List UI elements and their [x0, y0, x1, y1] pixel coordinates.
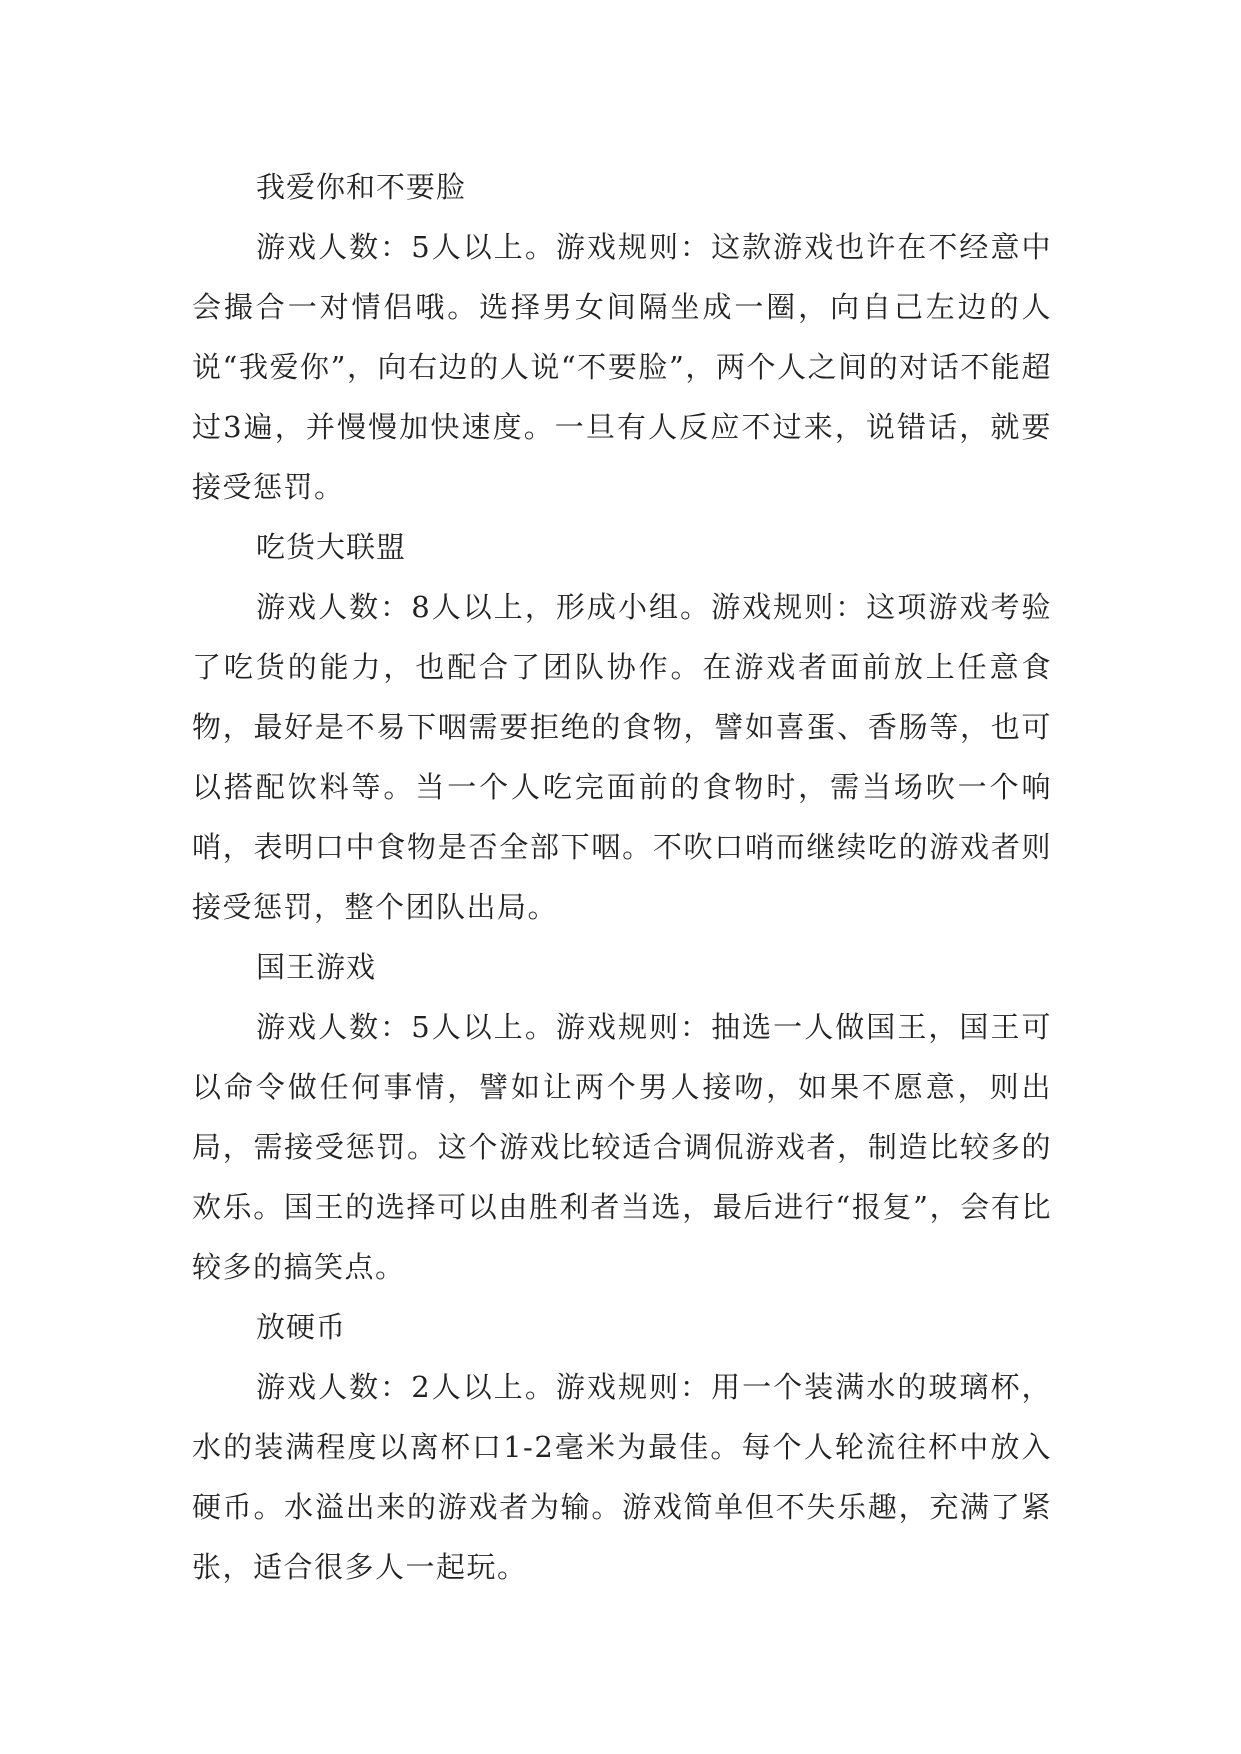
- section-body: 游戏人数：5人以上。游戏规则：这款游戏也许在不经意中会撮合一对情侣哦。选择男女间隔坐成一圈，向自己左边的人说“我爱你”，向右边的人说“不要脸”，两个人之间的对话不能超过3遍，并慢慢加快速度。一旦有人反应不过来，说错话，就要接受惩罚。: [192, 230, 1052, 504]
- section-body: 游戏人数：8人以上，形成小组。游戏规则：这项游戏考验了吃货的能力，也配合了团队协作。在游戏者面前放上任意食物，最好是不易下咽需要拒绝的食物，譬如喜蛋、香肠等，也可以搭配饮料等。当一个人吃完面前的食物时，需当场吹一个响哨，表明口中食物是否全部下咽。不吹口哨而继续吃的游戏者则接受惩罚，整个团队出局。: [192, 590, 1052, 924]
- section-title: 吃货大联盟: [256, 530, 407, 564]
- section-title: 国王游戏: [256, 950, 377, 984]
- section-body: 游戏人数：2人以上。游戏规则：用一个装满水的玻璃杯，水的装满程度以离杯口1-2毫米为最佳。每个人轮流往杯中放入硬币。水溢出来的游戏者为输。游戏简单但不失乐趣，充满了紧张，适合很多人一起玩。: [192, 1370, 1052, 1584]
- section-love-game: [192, 157, 1052, 517]
- section-foodie-league: [192, 517, 1052, 937]
- section-title: 我爱你和不要脸: [256, 170, 467, 204]
- section-coin-game: [192, 1297, 1052, 1597]
- section-body: 游戏人数：5人以上。游戏规则：抽选一人做国王，国王可以命令做任何事情，譬如让两个男人接吻，如果不愿意，则出局，需接受惩罚。这个游戏比较适合调侃游戏者，制造比较多的欢乐。国王的选择可以由胜利者当选，最后进行“报复”，会有比较多的搞笑点。: [192, 1010, 1052, 1284]
- document-content: [192, 157, 1052, 1597]
- section-title: 放硬币: [256, 1310, 347, 1344]
- section-king-game: [192, 937, 1052, 1297]
